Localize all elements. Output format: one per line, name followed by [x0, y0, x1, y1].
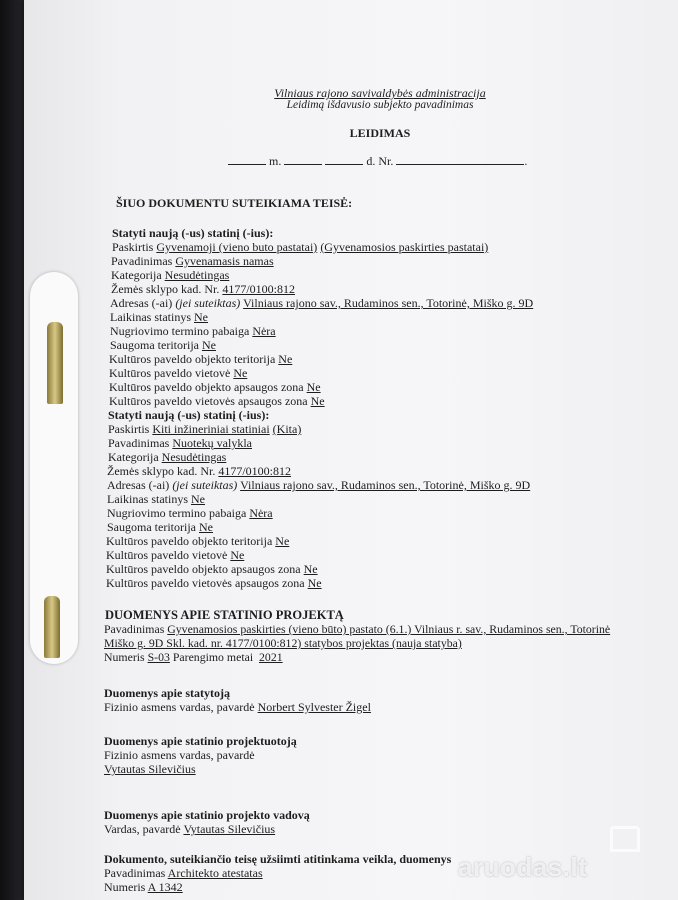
b2-kategorija: Kategorija Nesudėtingas [108, 450, 227, 464]
b2-pavadinimas: Pavadinimas Nuotekų valykla [108, 436, 252, 450]
b2-saugoma: Saugoma teritorija Ne [107, 520, 213, 534]
b1-kp-vietove: Kultūros paveldo vietovė Ne [109, 366, 248, 380]
b2-kpo-zona: Kultūros paveldo objekto apsaugos zona Ne [106, 562, 318, 576]
projektas-numeris: Numeris S-03 Parengimo metai 2021 [104, 650, 283, 664]
vadovas-heading: Duomenys apie statinio projekto vadovą [104, 808, 310, 822]
projektas-pavadinimas: Pavadinimas Gyvenamosios paskirties (vieno būto) pastato (6.1.) Vilniaus r. sav., Rudaminos sen., Totorinė [104, 622, 611, 636]
b1-kpo-zona: Kultūros paveldo objekto apsaugos zona Ne [109, 380, 321, 394]
b1-heading: Statyti naują (-us) statinį (-ius): [112, 226, 274, 240]
b2-griovimo: Nugriovimo termino pabaiga Nėra [107, 506, 273, 520]
issuing-organization: Vilniaus rajono savivaldybės administracija [274, 86, 486, 100]
projektas-pavadinimas-line2: Miško g. 9D Skl. kad. nr. 4177/0100:812) statybos projektas (nauja statyba) [104, 636, 462, 650]
b1-sklypas: Žemės sklypo kad. Nr. 4177/0100:812 [111, 282, 295, 296]
b2-kpo-teritorija: Kultūros paveldo objekto teritorija Ne [106, 534, 290, 548]
house-logo-icon [610, 826, 640, 852]
dokumentas-numeris: Numeris A 1342 [104, 880, 183, 894]
dokumentas-heading: Dokumento, suteikiančio teisę užsiimti atitinkama veikla, duomenys [104, 852, 452, 866]
b1-paskirtis: Paskirtis Gyvenamoji (vieno buto pastatai) (Gyvenamosios paskirties pastatai) [112, 240, 489, 254]
b1-griovimo: Nugriovimo termino pabaiga Nėra [110, 324, 276, 338]
projektuotojas-value: Vytautas Silevičius [104, 762, 196, 776]
statytojas-heading: Duomenys apie statytoją [104, 686, 230, 700]
b2-adresas: Adresas (-ai) (jei suteiktas) Vilniaus rajono sav., Rudaminos sen., Totorinė, Miško g. 9D [107, 478, 531, 492]
section-title: ŠIUO DOKUMENTU SUTEIKIAMA TEISĖ: [116, 196, 353, 210]
b1-saugoma: Saugoma teritorija Ne [110, 338, 216, 352]
b1-kpv-zona: Kultūros paveldo vietovės apsaugos zona Ne [109, 394, 325, 408]
b2-heading: Statyti naują (-us) statinį (-ius): [108, 408, 270, 422]
projektuotojas-heading: Duomenys apie statinio projektuotoją [104, 734, 297, 748]
metal-clip-top [47, 322, 63, 404]
b2-kpv-zona: Kultūros paveldo vietovės apsaugos zona Ne [106, 576, 322, 590]
statytojas-name: Fizinio asmens vardas, pavardė Norbert Sylvester Žigel [104, 700, 371, 714]
document-title: LEIDIMAS [349, 126, 411, 140]
dokumentas-pavadinimas: Pavadinimas Architekto atestatas [104, 866, 263, 880]
metal-clip-bottom [44, 596, 60, 658]
b1-kpo-teritorija: Kultūros paveldo objekto teritorija Ne [109, 352, 293, 366]
projektuotojas-label: Fizinio asmens vardas, pavardė [104, 748, 255, 762]
projektas-heading: DUOMENYS APIE STATINIO PROJEKTĄ [105, 608, 344, 622]
b2-paskirtis: Paskirtis Kiti inžineriniai statiniai (Kita) [108, 422, 302, 436]
b1-pavadinimas: Pavadinimas Gyvenamasis namas [111, 254, 274, 268]
vadovas-name: Vardas, pavardė Vytautas Silevičius [104, 822, 276, 836]
b2-sklypas: Žemės sklypo kad. Nr. 4177/0100:812 [107, 464, 291, 478]
b1-laikinas: Laikinas statinys Ne [110, 310, 208, 324]
b2-laikinas: Laikinas statinys Ne [107, 492, 205, 506]
b1-adresas: Adresas (-ai) (jei suteiktas) Vilniaus rajono sav., Rudaminos sen., Totorinė, Miško g. 9D [110, 296, 534, 310]
date-number-line: m. d. Nr. . [228, 154, 527, 169]
watermark-logo: aruodas.lt [458, 852, 588, 882]
b1-kategorija: Kategorija Nesudėtingas [111, 268, 230, 282]
organization-caption: Leidimą išdavusio subjekto pavadinimas [286, 99, 474, 111]
b2-kp-vietove: Kultūros paveldo vietovė Ne [106, 548, 245, 562]
